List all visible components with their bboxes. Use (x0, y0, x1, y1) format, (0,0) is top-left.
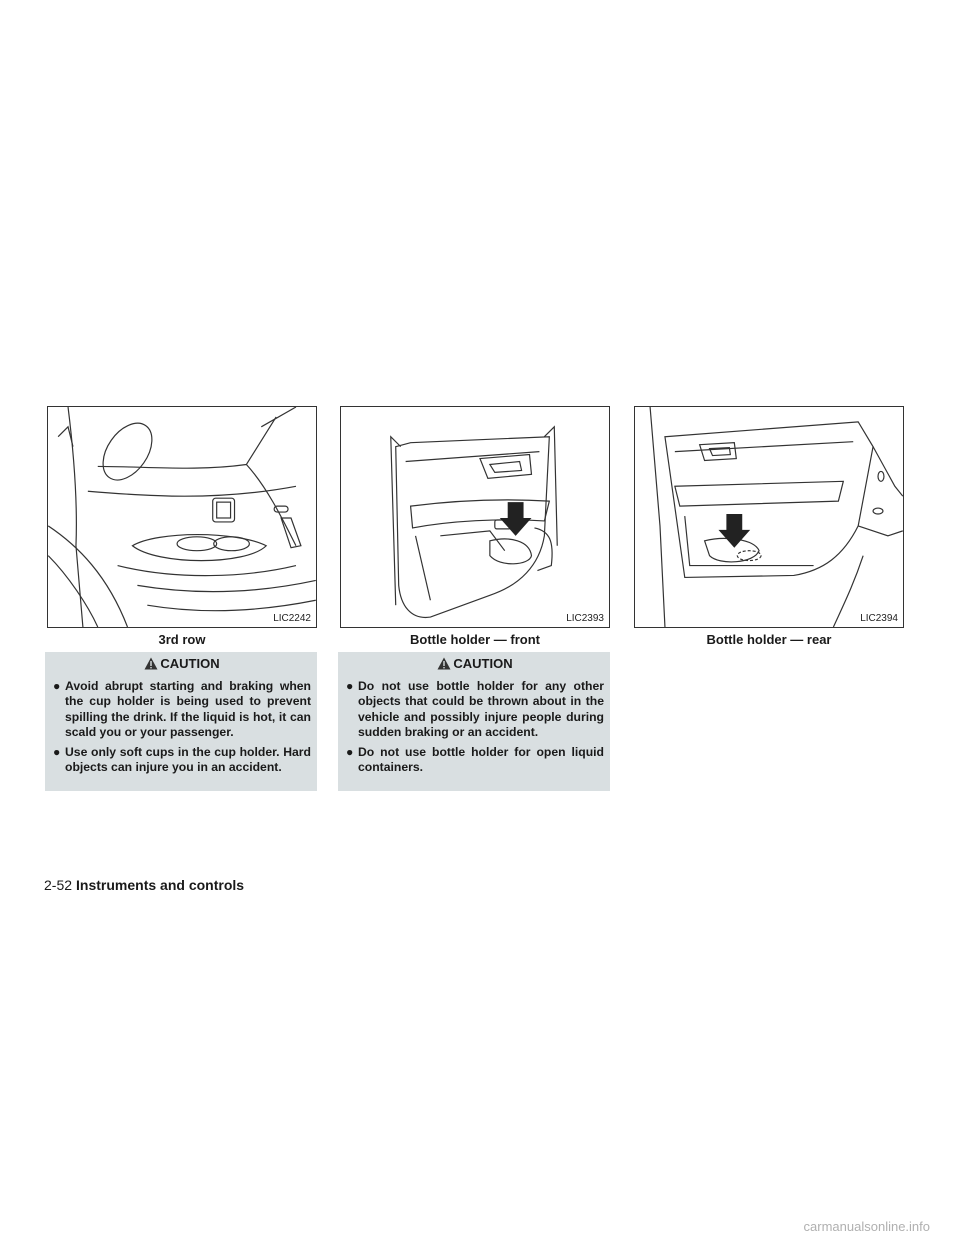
watermark: carmanualsonline.info (803, 1219, 930, 1234)
third-row-cupholder-illustration (48, 407, 316, 627)
figure-code: LIC2242 (273, 613, 311, 624)
down-arrow-icon (718, 514, 750, 548)
figure-code: LIC2393 (566, 613, 604, 624)
caution-item: ● Do not use bottle holder for any other objects that could be thrown about in the vehicle and possibly injure people during sudden braking or an accident. (346, 679, 604, 739)
bullet-icon: ● (53, 745, 61, 760)
caution-item: ● Use only soft cups in the cup holder. Hard objects can injure you in an accident. (53, 745, 311, 775)
front-door-bottle-holder-illustration (341, 407, 609, 627)
figure-bottle-holder-front (340, 406, 610, 628)
figure-caption: 3rd row (158, 632, 206, 647)
warning-triangle-icon (437, 657, 451, 670)
bullet-icon: ● (53, 679, 61, 693)
warning-triangle-icon (144, 657, 158, 670)
caution-title: CAUTION (53, 656, 311, 671)
caution-box-bottle-holder (338, 652, 610, 791)
page-number: 2-52 (44, 877, 73, 893)
figure-code: LIC2394 (860, 613, 898, 624)
figure-caption: Bottle holder — front (410, 632, 540, 647)
figure-caption: Bottle holder — rear (706, 632, 832, 647)
caution-box-cup-holder (45, 652, 317, 791)
caution-item: ● Do not use bottle holder for open liquid containers. (346, 745, 604, 775)
down-arrow-icon (500, 502, 532, 536)
caution-title: CAUTION (346, 656, 604, 671)
figure-3rd-row (47, 406, 317, 628)
caution-item: ● Avoid abrupt starting and braking when the cup holder is being used to prevent spilling the drink. If the liquid is hot, it can scald you or your passenger. (53, 679, 311, 739)
figure-bottle-holder-rear (634, 406, 904, 628)
section-title: Instruments and controls (76, 877, 245, 893)
bullet-icon: ● (346, 679, 354, 693)
page-footer (44, 877, 244, 893)
bullet-icon: ● (346, 745, 354, 760)
rear-door-bottle-holder-illustration (635, 407, 903, 627)
